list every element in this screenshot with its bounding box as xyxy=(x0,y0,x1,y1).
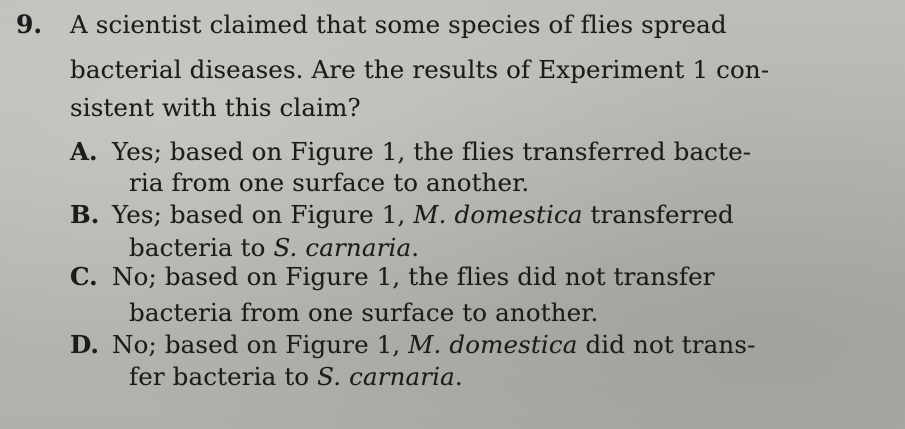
species-name-m-domestica: M. domestica xyxy=(408,330,578,359)
species-name-s-carnaria: S. carnaria xyxy=(273,233,412,262)
option-a-line-2: ria from one surface to another. xyxy=(129,168,530,197)
option-d-line-2-suffix: . xyxy=(454,362,463,391)
species-name-s-carnaria: S. carnaria xyxy=(317,362,455,391)
option-c-line-2: bacteria from one surface to another. xyxy=(129,298,599,327)
option-d-line-1 xyxy=(112,330,756,360)
option-c-line-1: No; based on Figure 1, the flies did not transfer xyxy=(112,262,715,291)
question-stem-line-2: bacterial diseases. Are the results of Experiment 1 con- xyxy=(70,55,770,84)
option-b-line-2 xyxy=(129,233,419,263)
option-letter-d: D. xyxy=(70,330,99,359)
option-d-line-2-text: fer bacteria to xyxy=(129,362,318,391)
question-number: 9. xyxy=(16,10,43,39)
option-b-line-1-text: Yes; based on Figure 1, xyxy=(112,200,414,229)
option-d-line-1-suffix: did not trans- xyxy=(577,330,756,359)
option-b-line-1 xyxy=(112,200,734,230)
option-b-line-2-suffix: . xyxy=(411,233,420,262)
option-b-line-2-text: bacteria to xyxy=(129,233,274,262)
question-stem-line-3: sistent with this claim? xyxy=(70,93,361,122)
option-letter-b: B. xyxy=(70,200,100,229)
option-letter-a: A. xyxy=(70,137,98,166)
option-b-line-1-suffix: transferred xyxy=(582,200,734,229)
option-d-line-2 xyxy=(129,362,463,392)
option-a-line-1: Yes; based on Figure 1, the flies transferred bacte- xyxy=(112,137,752,166)
option-d-line-1-text: No; based on Figure 1, xyxy=(112,330,409,359)
species-name-m-domestica: M. domestica xyxy=(413,200,583,229)
question-stem-line-1: A scientist claimed that some species of flies spread xyxy=(70,10,727,39)
option-letter-c: C. xyxy=(70,262,98,291)
